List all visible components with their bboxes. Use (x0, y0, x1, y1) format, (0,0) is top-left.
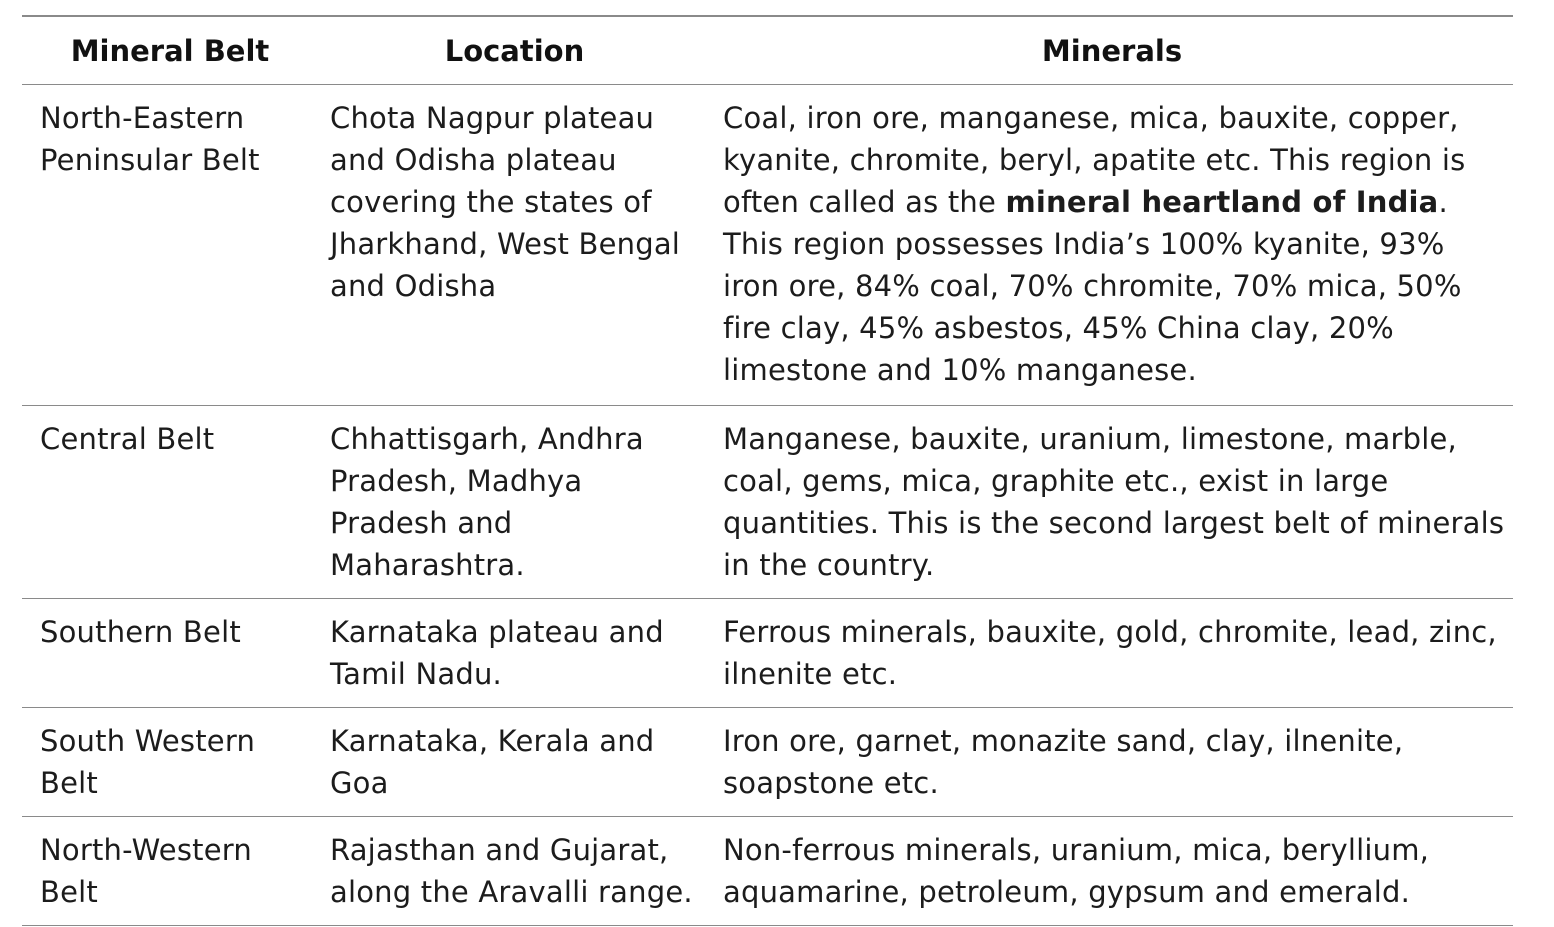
belt-cell: North-Eastern Peninsular Belt (40, 101, 260, 177)
location-cell: Karnataka, Kerala and Goa (330, 724, 655, 800)
minerals-cell: Iron ore, garnet, monazite sand, clay, ilnenite, soapstone etc. (723, 724, 1404, 800)
table-header (22, 16, 1513, 85)
table-body (22, 85, 1513, 926)
minerals-cell: Ferrous minerals, bauxite, gold, chromite, lead, zinc, ilnenite etc. (723, 615, 1497, 691)
minerals-cell: Non-ferrous minerals, uranium, mica, beryllium, aquamarine, petroleum, gypsum and emerald. (723, 833, 1430, 909)
table-row (22, 708, 1513, 817)
belt-cell: North-Western Belt (40, 833, 252, 909)
minerals-cell: Manganese, bauxite, uranium, limestone, marble, coal, gems, mica, graphite etc., exist in large quantities. This is the second largest belt of minerals in the country. (723, 422, 1505, 582)
location-cell: Chhattisgarh, Andhra Pradesh, Madhya Pradesh and Maharashtra. (330, 422, 644, 582)
table-row (22, 85, 1513, 406)
minerals-text-cont: . This region possesses India’s 100% kyanite, 93% iron ore, 84% coal, 70% chromite, 70% mica, 50% fire clay, 45% asbestos, 45% China clay, 20% limestone and 10% manganese. (723, 185, 1462, 387)
location-cell: Karnataka plateau and Tamil Nadu. (330, 615, 664, 691)
table-row (22, 817, 1513, 926)
location-cell: Rajasthan and Gujarat, along the Aravalli range. (330, 833, 693, 909)
minerals-cell (711, 85, 1513, 406)
mineral-belts-table (22, 15, 1513, 926)
minerals-text: Coal, iron ore, manganese, mica, bauxite, copper, kyanite, chromite, beryl, apatite etc. This region is often called as the (723, 101, 1466, 219)
header-minerals: Minerals (1041, 33, 1183, 68)
mineral-belts-table-container (22, 15, 1513, 926)
header-mineral-belt: Mineral Belt (70, 33, 270, 68)
header-location: Location (444, 33, 585, 68)
table-row (22, 406, 1513, 599)
location-cell: Chota Nagpur plateau and Odisha plateau covering the states of Jharkhand, West Bengal and Odisha (330, 101, 681, 303)
table-row (22, 599, 1513, 708)
belt-cell: Southern Belt (40, 615, 241, 649)
belt-cell: South Western Belt (40, 724, 256, 800)
belt-cell: Central Belt (40, 422, 215, 456)
minerals-emphasis: mineral heartland of India (1005, 185, 1439, 219)
header-row (22, 16, 1513, 85)
